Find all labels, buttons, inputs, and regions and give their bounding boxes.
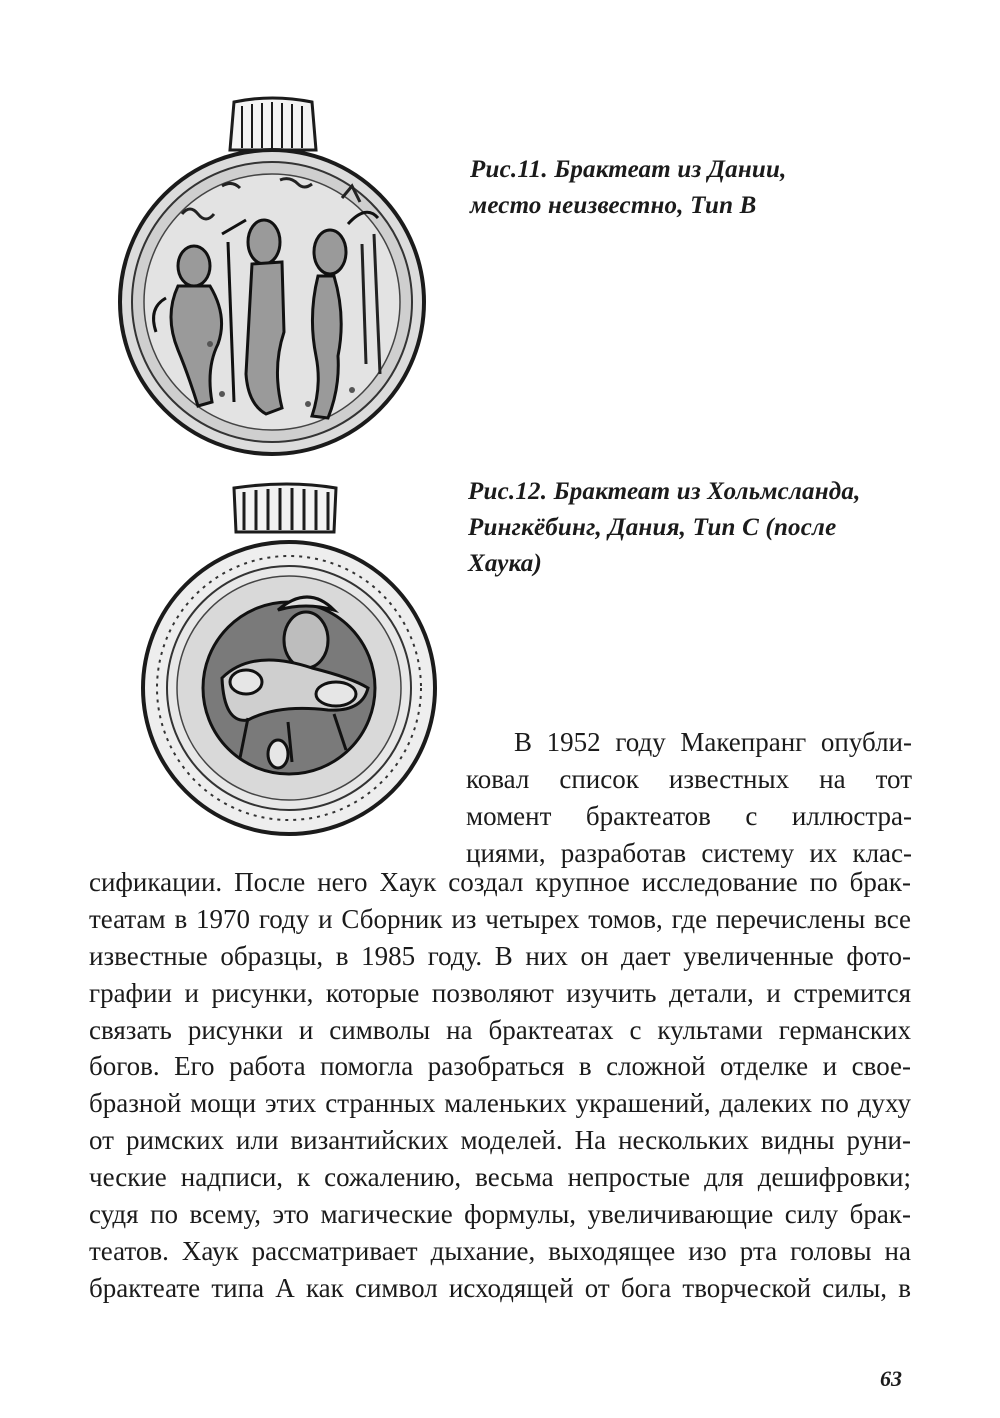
text-line: момент брактеатов с иллюстра- (466, 800, 912, 831)
bracteate-loop (234, 484, 336, 532)
text-line: от римских или византийских моделей. На нескольких видны руни- (89, 1125, 911, 1156)
figure-11-caption (470, 152, 787, 224)
text-line: циями, разработав систему их клас- (466, 837, 912, 868)
text-line: В 1952 году Макепранг опубли- (514, 727, 912, 757)
caption-line: Хаука) (468, 550, 543, 577)
text-line: брактеате типа А как символ исходящей от бога творческой силы, в (89, 1272, 911, 1303)
text-line: сификации. После него Хаук создал крупное исследование по брак- (89, 867, 911, 897)
bracteate-type-c-drawing (138, 482, 440, 844)
text-line: богов. Его работа помогла разобраться в сложной отделке и свое- (89, 1051, 911, 1082)
figure-12-bracteate-illustration (138, 482, 440, 844)
text-line: бразной мощи этих странных маленьких украшений, далеких по духу (89, 1088, 911, 1119)
caption-line: Рингкёбинг, Дания, Тип С (после (468, 514, 837, 541)
body-paragraph-wrapped (466, 724, 912, 872)
figure-11-bracteate-illustration (112, 94, 432, 456)
page-number: 63 (880, 1366, 902, 1391)
figure-12-caption (468, 474, 861, 582)
text-line: известные образцы, в 1985 году. В них он дает увеличенные фото- (89, 940, 911, 971)
text-line: связать рисунки и символы на брактеатах с культами германских (89, 1014, 911, 1045)
caption-line: Рис.11. Брактеат из Дании, (470, 156, 787, 183)
bracteate-loop (230, 98, 316, 150)
text-line: театам в 1970 году и Сборник из четырех томов, где перечислены все (89, 903, 911, 934)
bracteate-type-b-drawing (112, 94, 432, 456)
body-paragraph-full (89, 864, 911, 1307)
text-line: ческие надписи, к сожалению, весьма непростые для дешифровки; (89, 1162, 911, 1193)
text-line: ковал список известных на тот (466, 763, 912, 794)
caption-line: место неизвестно, Тип В (470, 192, 757, 219)
bracteate-disc (143, 542, 435, 834)
text-line: графии и рисунки, которые позволяют изучить детали, и стремится (89, 977, 911, 1008)
text-line: судя по всему, это магические формулы, увеличивающие силу брак- (89, 1199, 911, 1230)
bracteate-disc (120, 150, 424, 454)
text-line: театов. Хаук рассматривает дыхание, выходящее изо рта головы на (89, 1235, 911, 1266)
caption-line: Рис.12. Брактеат из Хольмсланда, (468, 478, 861, 505)
